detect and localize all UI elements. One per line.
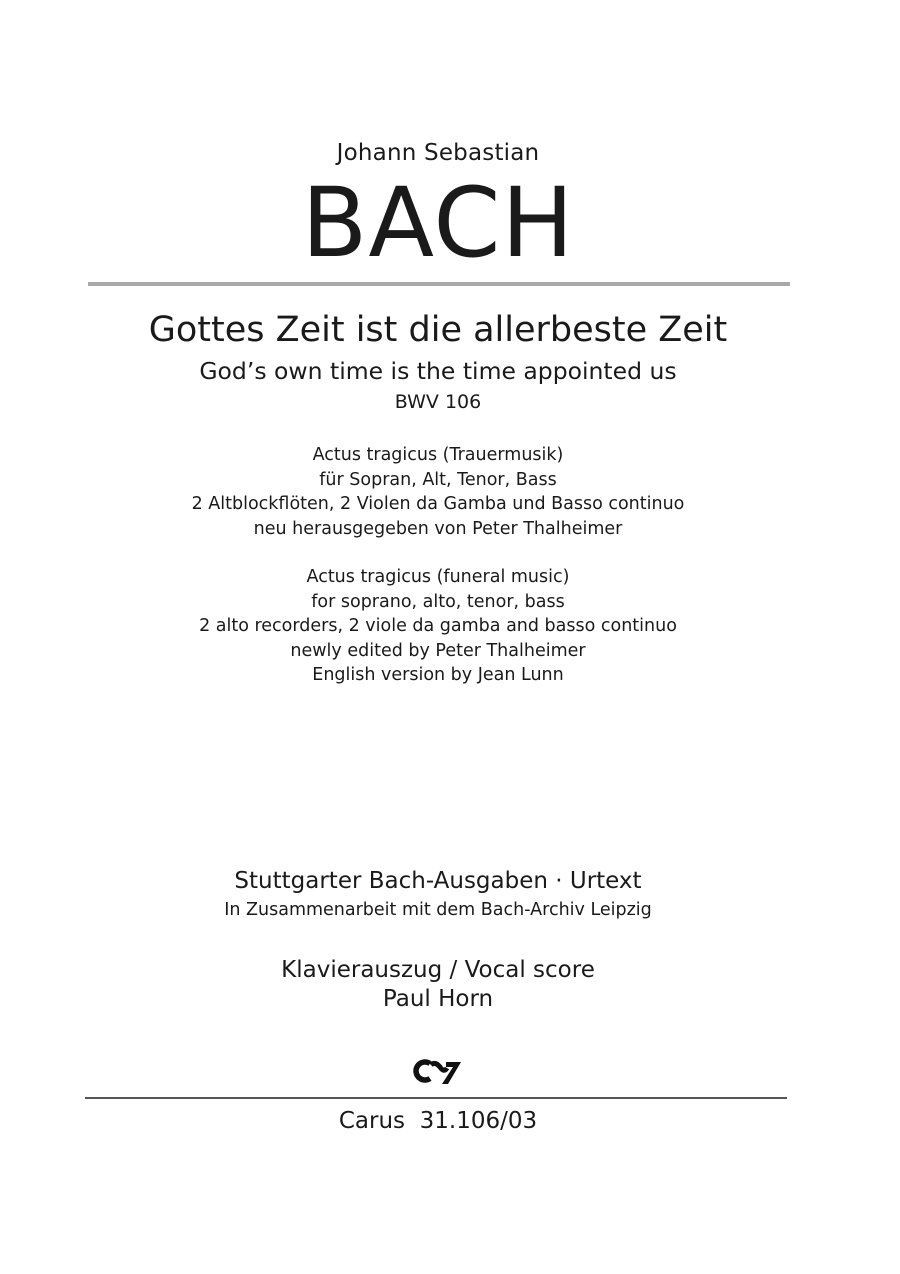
description-german-line: für Sopran, Alt, Tenor, Bass <box>319 469 557 490</box>
description-german-line: Actus tragicus (Trauermusik) <box>312 445 564 465</box>
title-german: Gottes Zeit ist die allerbeste Zeit <box>148 310 728 350</box>
title-english: God’s own time is the time appointed us <box>199 357 677 385</box>
top-divider <box>88 282 790 286</box>
description-english-line: Actus tragicus (funeral music) <box>306 567 570 587</box>
composer-last-name: BACH <box>301 167 575 279</box>
description-english-line: for soprano, alto, tenor, bass <box>311 591 565 612</box>
description-german-line: 2 Altblockflöten, 2 Violen da Gamba und Basso continuo <box>191 494 685 514</box>
carus-logo-icon <box>413 1056 463 1086</box>
description-english-line: 2 alto recorders, 2 viole da gamba and basso continuo <box>199 616 677 636</box>
description-english <box>0 565 876 688</box>
description-english-line: English version by Jean Lunn <box>312 665 564 685</box>
description-german-line: neu herausgegeben von Peter Thalheimer <box>253 518 623 539</box>
series-title: Stuttgarter Bach-Ausgaben · Urtext <box>234 868 642 894</box>
description-german <box>0 443 876 541</box>
score-type: Klavierauszug / Vocal score <box>281 957 595 983</box>
bottom-divider <box>85 1097 787 1099</box>
bwv-number: BWV 106 <box>394 391 482 413</box>
arranger-name: Paul Horn <box>382 986 494 1012</box>
archive-note: In Zusammenarbeit mit dem Bach-Archiv Leipzig <box>224 900 652 920</box>
description-english-line: newly edited by Peter Thalheimer <box>290 640 586 661</box>
composer-first-name: Johann Sebastian <box>336 140 540 166</box>
catalog-number: Carus 31.106/03 <box>338 1108 538 1134</box>
